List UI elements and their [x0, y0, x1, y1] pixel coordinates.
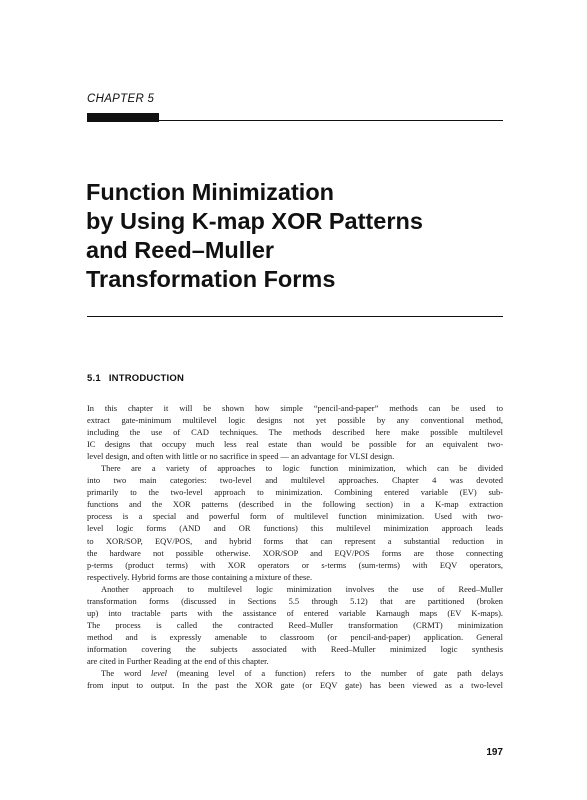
body-line: The process is called the contracted Reed–Muller transformation (CRMT) minimization: [87, 619, 503, 630]
body-paragraph: [87, 462, 503, 582]
chapter-title: [86, 178, 516, 294]
body-line: including the use of CAD techniques. The methods described here make possible multilevel: [87, 427, 503, 438]
page-number: 197: [486, 747, 503, 758]
body-line: information covering the subjects associated with Reed–Muller minimized logic synthesis: [87, 643, 503, 654]
body-line: respectively. Hybrid forms are those containing a mixture of these.: [87, 571, 313, 582]
body-line: are cited in Further Reading at the end of this chapter.: [87, 655, 269, 666]
body-line: from input to output. In the past the XOR gate (or EQV gate) has been viewed as a two-level: [87, 680, 503, 691]
chapter-title-line: by Using K-map XOR Patterns: [86, 208, 423, 234]
section-heading: [87, 373, 184, 384]
body-line: The word level (meaning level of a function) refers to the number of gate path delays: [101, 668, 503, 679]
section-title: INTRODUCTION: [108, 373, 185, 384]
body-line: IC designs that occupy much less real estate than would be possible for an equivalent two-: [87, 439, 503, 450]
body-line: to XOR/SOP, EQV/POS, and hybrid forms that can represent a substantial reduction in: [87, 535, 503, 546]
body-line: level design, and often with little or no sacrifice in speed — an advantage for VLSI design.: [87, 451, 395, 462]
chapter-title-line: Transformation Forms: [86, 266, 336, 292]
body-line: process is a special and powerful form of multilevel function minimization. Used with two-: [87, 511, 503, 522]
body-line: In this chapter it will be shown how simple “pencil-and-paper” methods can be used to: [87, 403, 503, 413]
body-line: transformation forms (discussed in Sections 5.5 through 5.12) that are partitioned (broken: [87, 595, 503, 606]
chapter-rule: [87, 120, 503, 121]
body-line: extract gate-minimum multilevel logic designs not yet possible by any conventional method,: [87, 415, 503, 426]
chapter-title-line: and Reed–Muller: [86, 237, 275, 263]
body-line: up) into tractable parts with the assistance of entered variable Karnaugh maps (EV K-maps).: [87, 607, 503, 618]
body-line: Another approach to multilevel logic minimization involves the use of Reed–Muller: [101, 583, 503, 594]
body-paragraph: [87, 402, 503, 462]
body-line: functions and the XOR patterns (described in the following section) in a K-map extraction: [87, 499, 503, 510]
body-line: method and is expressly amenable to classroom (or pencil-and-paper) application. General: [87, 631, 503, 642]
section-number: 5.1: [87, 373, 101, 384]
body-line: level logic forms (AND and OR functions) this multilevel minimization approach leads: [87, 523, 503, 534]
chapter-label: CHAPTER 5: [87, 93, 155, 105]
body-text: [87, 402, 503, 691]
title-rule: [87, 316, 503, 317]
body-line: p-terms (product terms) with XOR operators or s-terms (sum-terms) with EQV operators,: [87, 559, 503, 570]
body-line: the hardware not possible otherwise. XOR/SOP and EQV/POS forms are those connecting: [87, 547, 503, 558]
body-paragraph: [87, 667, 503, 691]
body-paragraph: [87, 583, 503, 667]
body-line: There are a variety of approaches to logic function minimization, which can be divided: [101, 463, 503, 474]
body-line: primarily to the two-level approach to minimization. Combining entered variable (EV) sub-: [87, 487, 503, 498]
body-line: into two main categories: two-level and multilevel approaches. Chapter 4 was devoted: [87, 475, 503, 486]
chapter-title-line: Function Minimization: [86, 179, 335, 205]
